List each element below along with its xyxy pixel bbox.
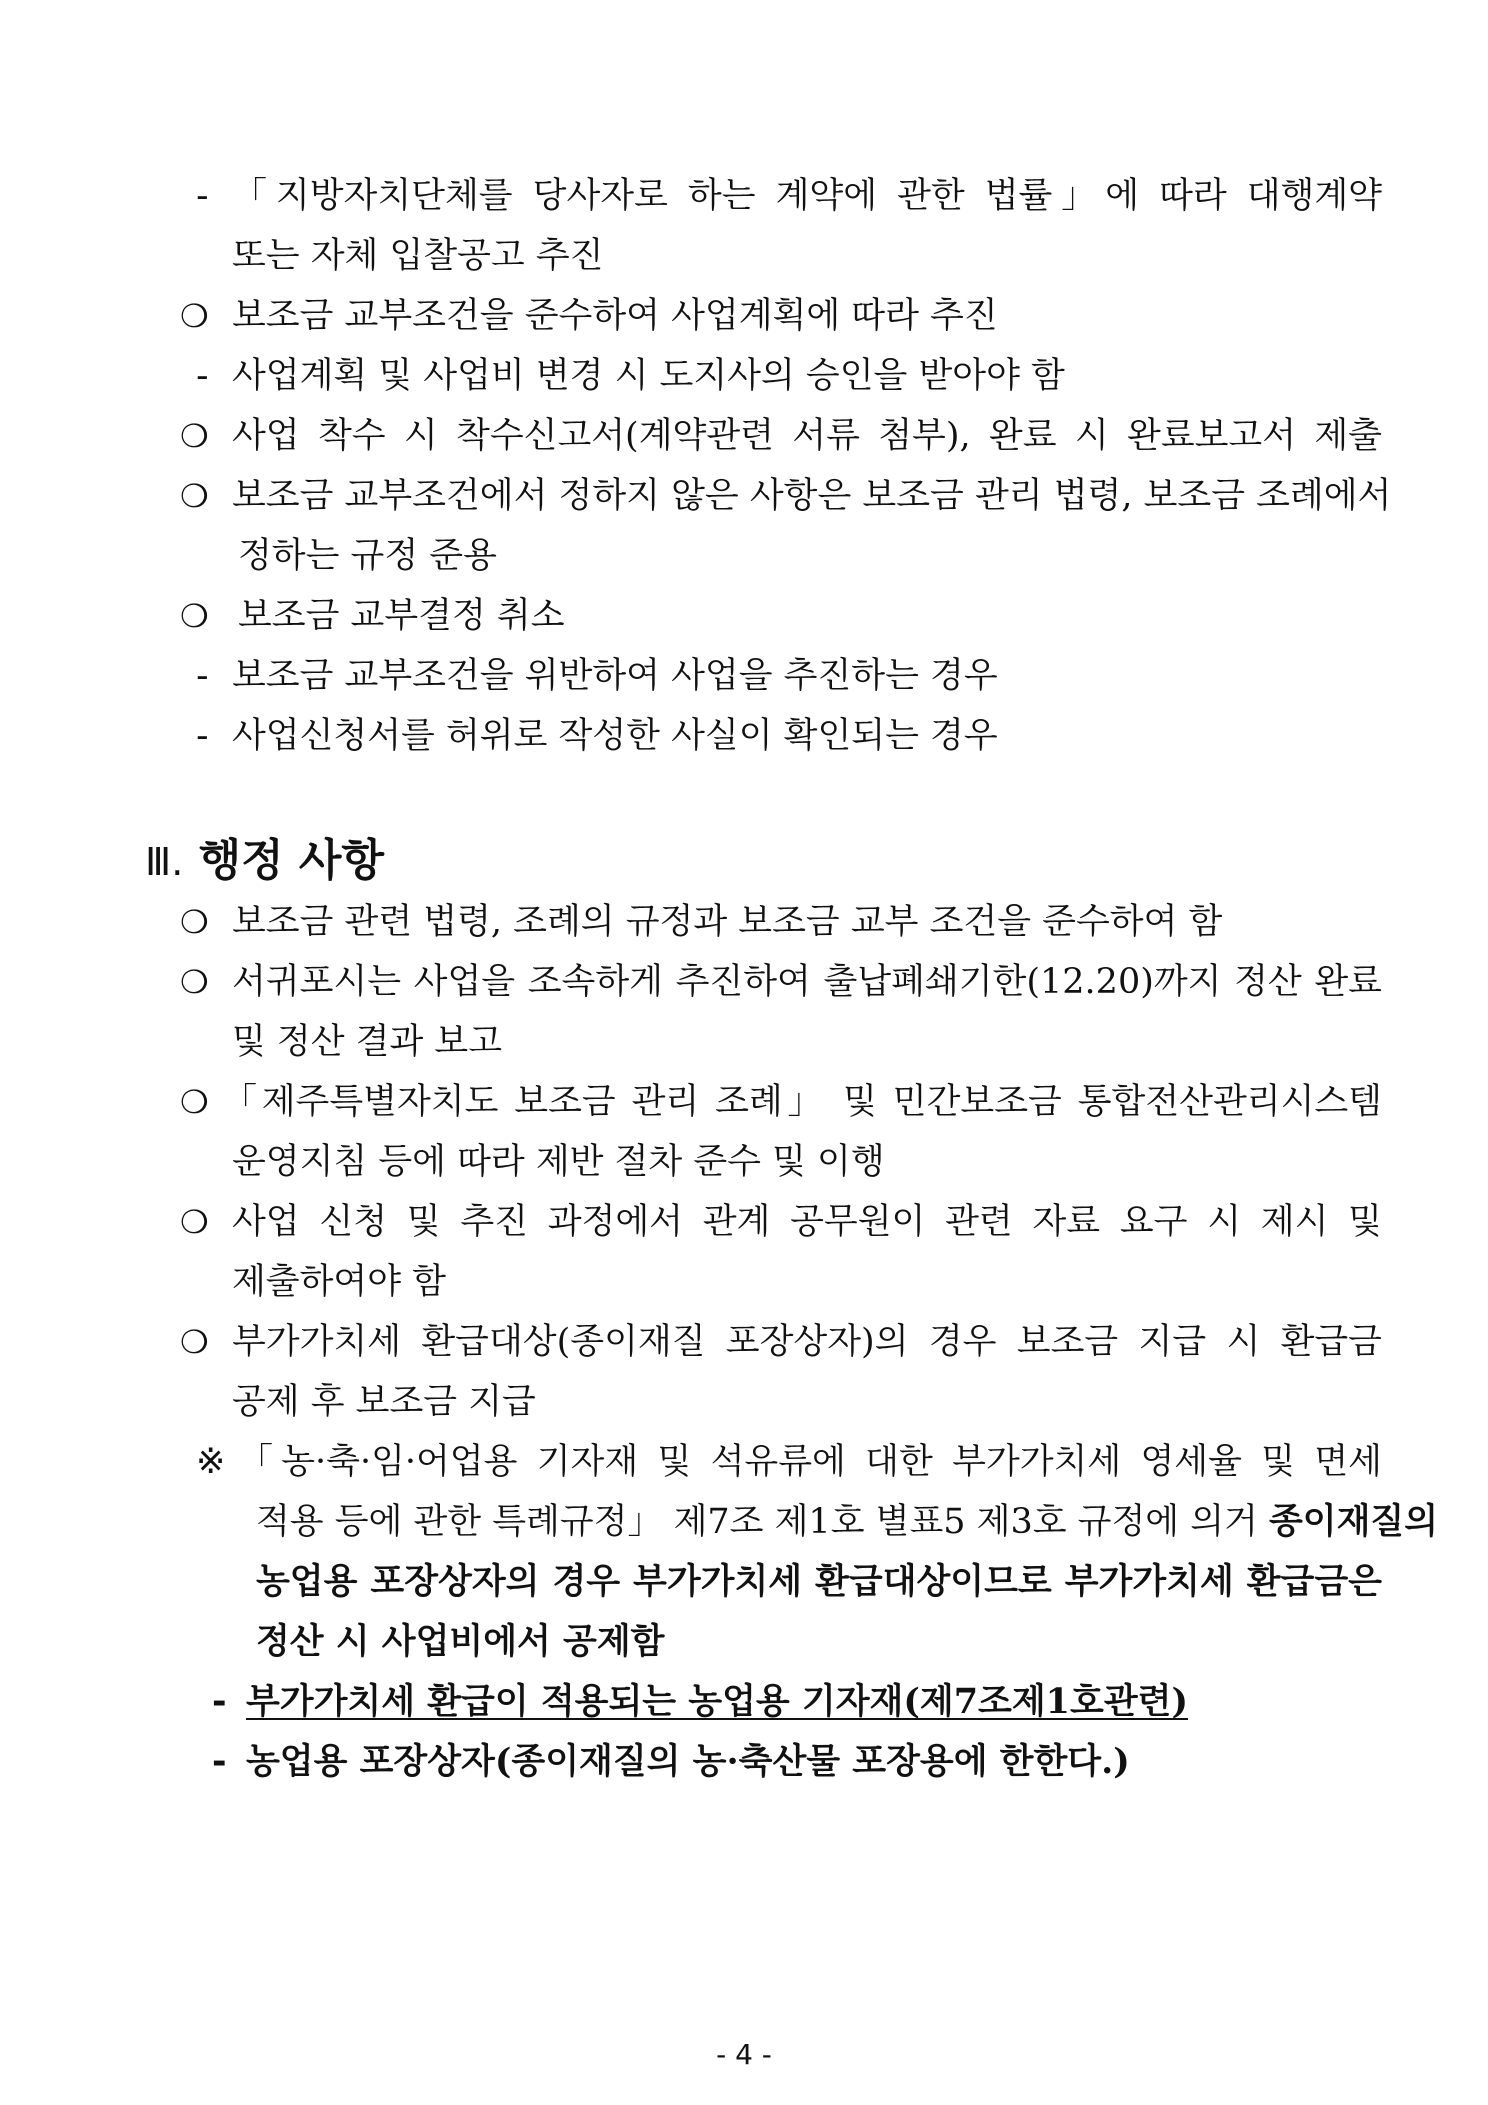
list-item — [0, 468, 1488, 524]
line-text: 「제주특별자치도 보조금 관리 조례」 및 민간보조금 통합전산관리시스템 — [222, 1082, 1382, 1122]
dash-marker: - — [196, 176, 209, 216]
list-item — [0, 954, 1488, 1010]
list-item — [0, 708, 1488, 764]
line-text: 및 정산 결과 보고 — [232, 1022, 503, 1062]
dash-marker: - — [212, 1682, 227, 1722]
list-item — [0, 1014, 1488, 1070]
dash-marker: - — [196, 356, 209, 396]
note-item — [0, 1494, 1488, 1550]
list-item — [0, 1314, 1488, 1370]
list-item — [0, 588, 1488, 644]
page-number: - 4 - — [716, 2038, 772, 2071]
line-text: 서귀포시는 사업을 조속하게 추진하여 출납폐쇄기한(12.20)까지 정산 완료 — [232, 962, 1382, 1002]
bold-item — [0, 1734, 1488, 1790]
dash-marker: - — [196, 716, 209, 756]
dash-marker: - — [212, 1742, 227, 1782]
bold-item — [0, 1674, 1488, 1730]
note-item — [0, 1434, 1488, 1490]
line-text: 보조금 교부조건에서 정하지 않은 사항은 보조금 관리 법령, 보조금 조례에서 — [232, 476, 1392, 516]
underlined-item-text: 부가가치세 환급이 적용되는 농업용 기자재(제7조제1호관련) — [246, 1681, 1189, 1722]
line-text: 제출하여야 함 — [232, 1262, 446, 1302]
list-item — [0, 408, 1488, 464]
line-text: 「지방자치단체를 당사자로 하는 계약에 관한 법률」에 따라 대행계약 — [232, 176, 1382, 216]
list-item — [0, 348, 1488, 404]
section-numeral: Ⅲ. — [145, 840, 184, 884]
line-text: 공제 후 보조금 지급 — [232, 1382, 536, 1422]
line-text: 보조금 교부조건을 위반하여 사업을 추진하는 경우 — [232, 656, 998, 696]
line-text: 사업계획 및 사업비 변경 시 도지사의 승인을 받아야 함 — [232, 356, 1065, 396]
line-text: 보조금 관련 법령, 조례의 규정과 보조금 교부 조건을 준수하여 함 — [232, 902, 1223, 942]
circle-bullet-icon: ❍ — [180, 1323, 209, 1361]
list-item — [0, 1134, 1488, 1190]
line-text: 사업 착수 시 착수신고서(계약관련 서류 첨부), 완료 시 완료보고서 제출 — [232, 416, 1382, 456]
list-item — [0, 1194, 1488, 1250]
circle-bullet-icon: ❍ — [180, 417, 209, 455]
line-text: 정하는 규정 준용 — [238, 536, 497, 576]
note-text-emphasis: 정산 시 사업비에서 공제함 — [256, 1621, 665, 1662]
section-heading — [145, 826, 384, 896]
line-text: 사업신청서를 허위로 작성한 사실이 확인되는 경우 — [232, 716, 998, 756]
list-item — [0, 228, 1488, 284]
list-item — [0, 528, 1488, 584]
line-text: 사업 신청 및 추진 과정에서 관계 공무원이 관련 자료 요구 시 제시 및 — [232, 1202, 1382, 1242]
item-text: 농업용 포장상자(종이재질의 농·축산물 포장용에 한한다.) — [246, 1741, 1130, 1782]
note-item — [0, 1614, 1488, 1670]
section-title: 행정 사항 — [198, 835, 384, 886]
note-text-emphasis: 종이재질의 — [1268, 1501, 1439, 1542]
reference-mark: ※ — [196, 1442, 226, 1482]
circle-bullet-icon: ❍ — [180, 903, 209, 941]
list-item — [0, 1254, 1488, 1310]
note-text — [256, 1494, 1438, 1550]
circle-bullet-icon: ❍ — [180, 477, 209, 515]
note-text-normal: 적용 등에 관한 특례규정」 제7조 제1호 별표5 제3호 규정에 의거 — [256, 1502, 1269, 1542]
note-text-emphasis: 농업용 포장상자의 경우 부가가치세 환급대상이므로 부가가치세 환급금은 — [256, 1561, 1382, 1602]
line-text: 부가가치세 환급대상(종이재질 포장상자)의 경우 보조금 지급 시 환급금 — [232, 1322, 1382, 1362]
note-text: 「농·축·임·어업용 기자재 및 석유류에 대한 부가가치세 영세율 및 면세 — [238, 1442, 1382, 1482]
line-text: 또는 자체 입찰공고 추진 — [232, 236, 604, 276]
list-item — [0, 894, 1488, 950]
circle-bullet-icon: ❍ — [180, 1083, 209, 1121]
circle-bullet-icon: ❍ — [180, 1203, 209, 1241]
line-text: 운영지침 등에 따라 제반 절차 준수 및 이행 — [232, 1142, 885, 1182]
note-item — [0, 1554, 1488, 1610]
dash-marker: - — [196, 656, 209, 696]
list-item — [0, 168, 1488, 224]
circle-bullet-icon: ❍ — [180, 597, 209, 635]
list-item — [0, 1074, 1488, 1130]
circle-bullet-icon: ❍ — [180, 963, 209, 1001]
list-item — [0, 1374, 1488, 1430]
circle-bullet-icon: ❍ — [180, 297, 209, 335]
list-item — [0, 288, 1488, 344]
line-text: 보조금 교부조건을 준수하여 사업계획에 따라 추진 — [232, 296, 998, 336]
list-item — [0, 648, 1488, 704]
line-text: 보조금 교부결정 취소 — [238, 596, 565, 636]
